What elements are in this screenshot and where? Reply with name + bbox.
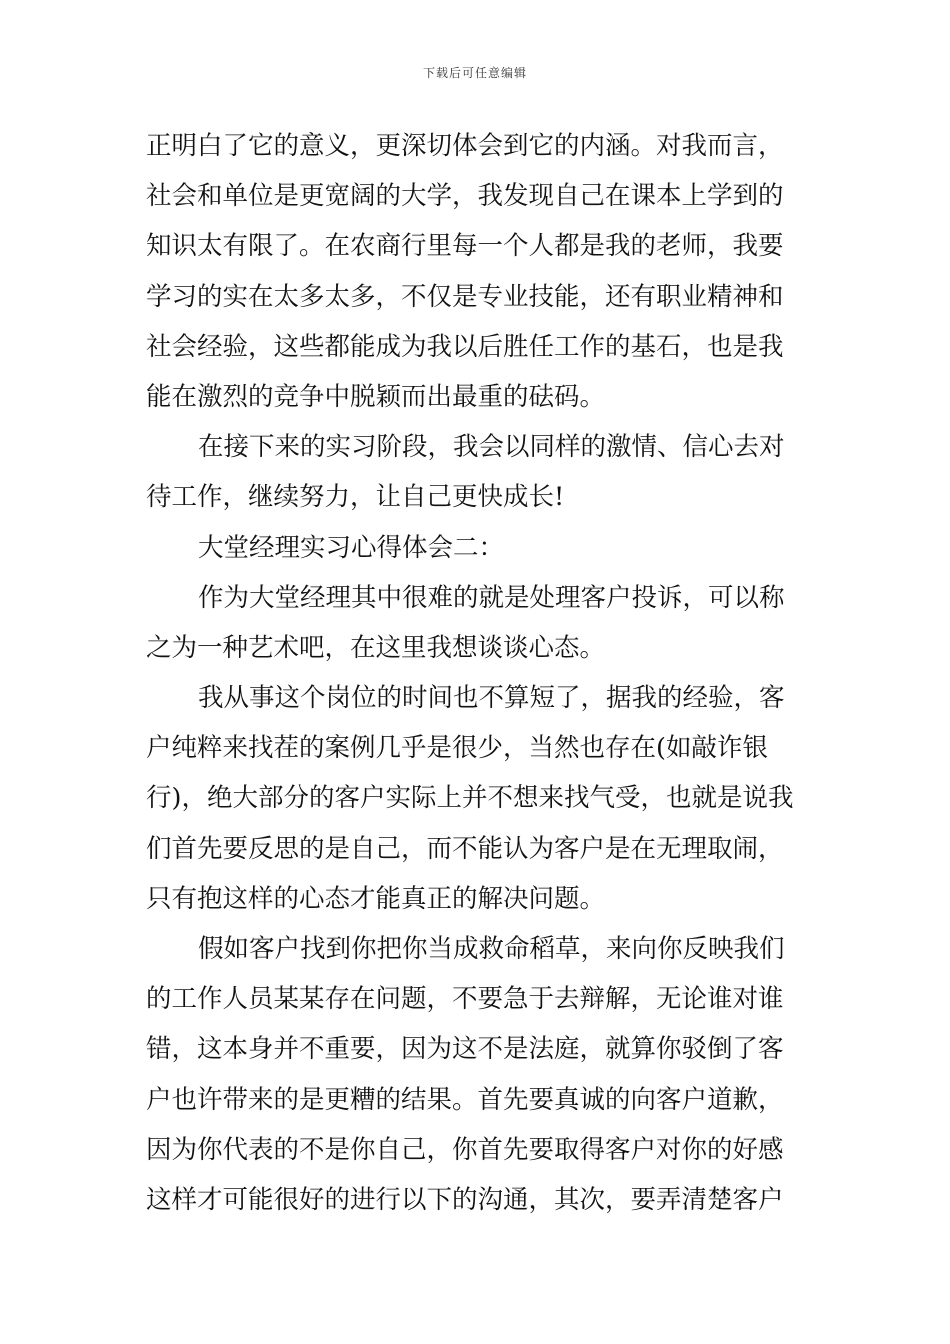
document-body — [146, 121, 810, 1225]
text-line: 在接下来的实习阶段，我会以同样的激情、信心去对 — [198, 432, 785, 463]
text-line: 之为一种艺术吧，在这里我想谈谈心态。 — [146, 632, 606, 663]
text-line: 因为你代表的不是你自己，你首先要取得客户对你的好感 — [146, 1134, 784, 1165]
text-line: 户也许带来的是更糟的结果。首先要真诚的向客户道歉， — [146, 1084, 784, 1115]
text-line: 待工作，继续努力，让自己更快成长! — [146, 482, 565, 513]
text-line: 知识太有限了。在农商行里每一个人都是我的老师，我要 — [146, 231, 784, 262]
text-line: 能在激烈的竞争中脱颖而出最重的砝码。 — [146, 381, 606, 412]
text-line: 这样才可能很好的进行以下的沟通，其次，要弄清楚客户 — [146, 1184, 784, 1215]
text-line: 学习的实在太多太多，不仅是专业技能，还有职业精神和 — [146, 281, 784, 312]
text-line: 的工作人员某某存在问题，不要急于去辩解，无论谁对谁 — [146, 984, 784, 1015]
text-line: 行)，绝大部分的客户实际上并不想来找气受，也就是说我 — [146, 783, 794, 814]
text-line: 我从事这个岗位的时间也不算短了，据我的经验，客 — [198, 683, 785, 714]
page-header: 下载后可任意编辑 — [422, 66, 527, 80]
text-line: 社会经验，这些都能成为我以后胜任工作的基石，也是我 — [146, 331, 784, 362]
text-line: 假如客户找到你把你当成救命稻草，来向你反映我们 — [198, 934, 785, 964]
text-line: 只有抱这样的心态才能真正的解决问题。 — [146, 883, 606, 914]
text-line: 户纯粹来找茬的案例几乎是很少，当然也存在(如敲诈银 — [146, 733, 768, 764]
text-line: 错，这本身并不重要，因为这不是法庭，就算你驳倒了客 — [146, 1034, 784, 1065]
text-line: 们首先要反思的是自己，而不能认为客户是在无理取闹， — [146, 833, 784, 864]
text-line: 正明白了它的意义，更深切体会到它的内涵。对我而言， — [146, 131, 784, 161]
text-line: 作为大堂经理其中很难的就是处理客户投诉，可以称 — [198, 582, 785, 613]
text-line: 社会和单位是更宽阔的大学，我发现自己在课本上学到的 — [146, 181, 784, 212]
text-line: 大堂经理实习心得体会二： — [198, 532, 505, 563]
